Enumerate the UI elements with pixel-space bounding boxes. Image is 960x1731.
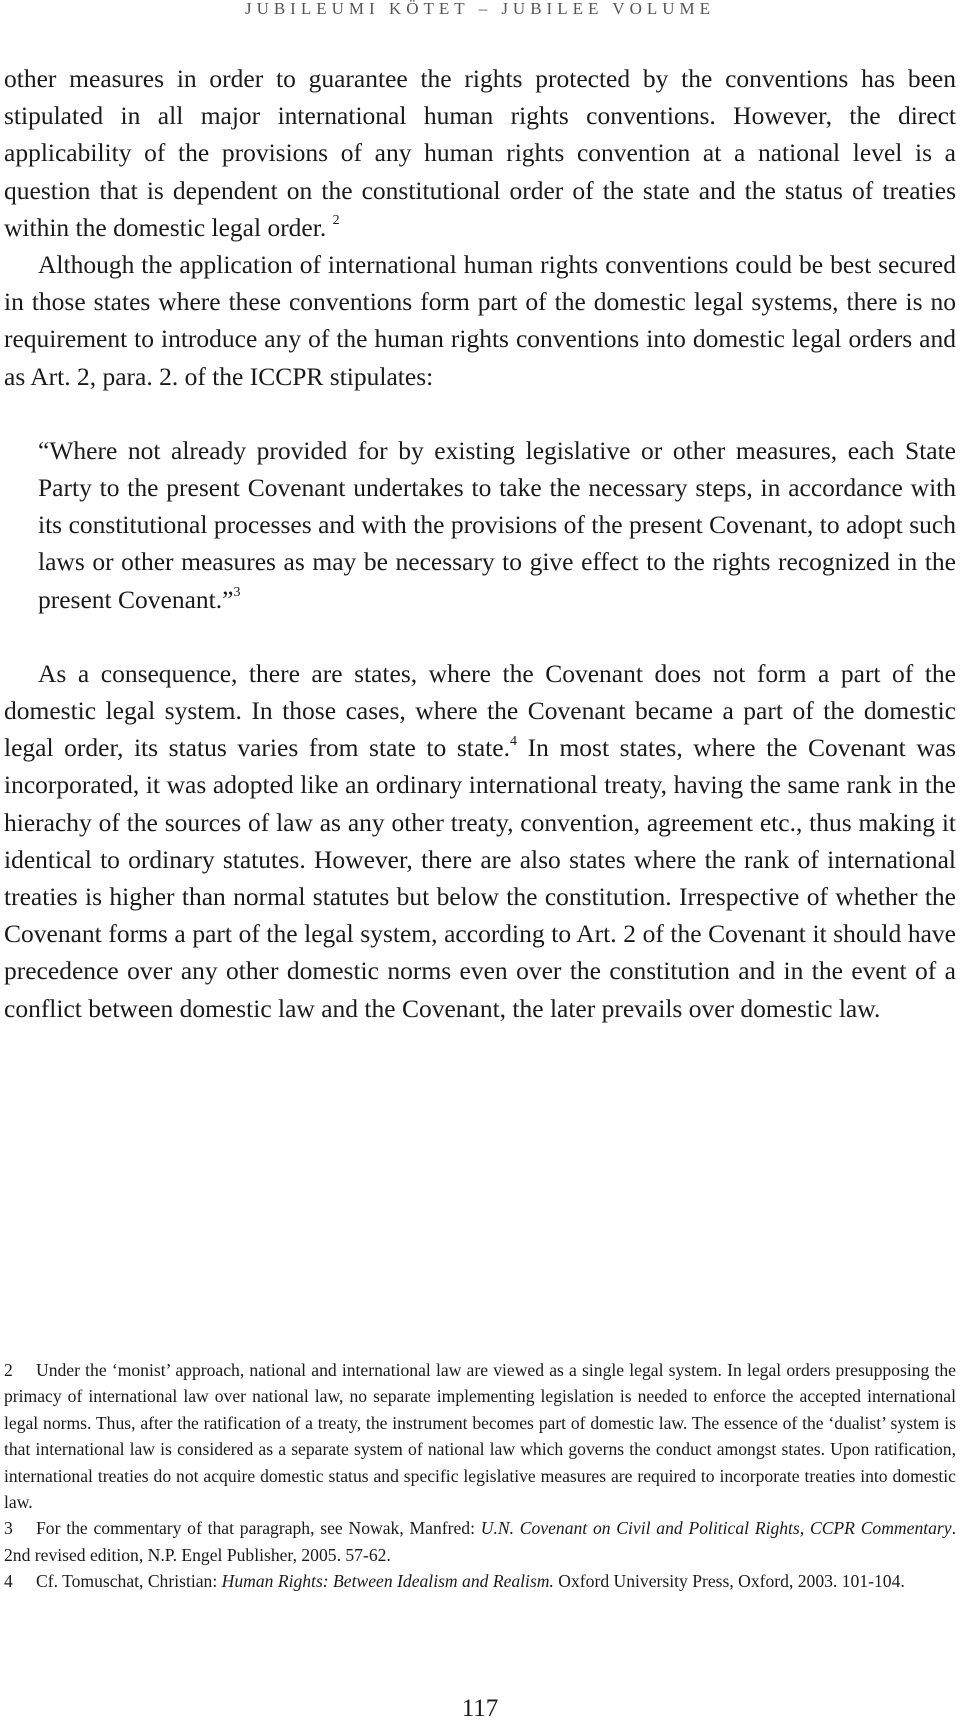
paragraph-3-text-a: As a consequence, there are states, where the Covenant does not form a part of the domestic legal system. In those cases, where the Covenant became a part of the domestic legal order, its status varies from state to state. bbox=[4, 658, 956, 763]
footnote-2-number: 2 bbox=[4, 1360, 13, 1380]
main-text bbox=[4, 60, 956, 1027]
footnote-4-text-pre: Cf. Tomuschat, Christian: bbox=[36, 1571, 222, 1592]
footnote-3-number: 3 bbox=[4, 1518, 13, 1539]
footnote-ref-2[interactable]: 2 bbox=[332, 213, 340, 229]
paragraph-3-text-b: In most states, where the Covenant was incorporated, it was adopted like an ordinary international treaty, having the same rank in the hierachy of the sources of law as any other treaty, convention, agreement etc., thus making it identical to ordinary statutes. However, there are also states where the rank of international treaties is higher than normal statutes but below the constitution. Irrespective of whether the Covenant forms a part of the legal system, according to Art. 2 of the Covenant it should have precedence over any other domestic norms even over the constitution and in the event of a conflict between domestic law and the Covenant, the later prevails over domestic law. bbox=[4, 733, 956, 1023]
footnote-3-title: U.N. Covenant on Civil and Political Rights, CCPR Commentary bbox=[480, 1518, 952, 1539]
footnote-3-text-pre: For the commentary of that paragraph, see Nowak, Manfred: bbox=[36, 1518, 481, 1539]
page-number: 117 bbox=[461, 1695, 499, 1722]
footnote-3 bbox=[4, 1515, 956, 1568]
footnote-2 bbox=[4, 1357, 956, 1515]
footnote-2-text: Under the ‘monist’ approach, national and international law are viewed as a single legal system. In legal orders presupposing the primacy of international law over national law, no separate implementing legislation is needed to enforce the accepted international legal norms. Thus, after the ratification of a treaty, the instrument becomes part of domestic law. The essence of the ‘dualist’ system is that international law is considered as a separate system of national law which governs the conduct amongst states. Upon ratification, international treaties do not acquire domestic status and specific legislative measures are required to incorporate treaties into domestic law. bbox=[4, 1360, 956, 1513]
footnote-4-title: Human Rights: Between Idealism and Realism. bbox=[221, 1571, 554, 1592]
running-head: JUBILEUMI KÖTET – JUBILEE VOLUME bbox=[244, 0, 716, 18]
footnote-ref-4[interactable]: 4 bbox=[509, 733, 517, 749]
block-quote-text: “Where not already provided for by existing legislative or other measures, each State Party to the present Covenant undertakes to take the necessary steps, in accordance with its constitutional processes and with the provisions of the present Covenant, to adopt such laws or other measures as may be necessary to give effect to the rights recognized in the present Covenant.” bbox=[38, 435, 956, 614]
footnote-4 bbox=[4, 1568, 956, 1594]
paragraph-1-text: other measures in order to guarantee the rights protected by the conventions has been stipulated in all major international human rights conventions. However, the direct applicability of the provisions of any human rights convention at a national level is a question that is dependent on the constitutional order of the state and the status of treaties within the domestic legal order. bbox=[4, 64, 956, 242]
footnote-4-number: 4 bbox=[4, 1571, 13, 1592]
footnote-3-text-post: . 2nd revised edition, N.P. Engel Publisher, 2005. 57-62. bbox=[4, 1518, 956, 1565]
block-quote bbox=[38, 432, 956, 618]
paragraph-1 bbox=[4, 60, 956, 246]
paragraph-2: Although the application of international human rights conventions could be best secured in those states where these conventions form part of the domestic legal systems, there is no requirement to introduce any of the human rights conventions into domestic legal orders and as Art. 2, para. 2. of the ICCPR stipulates: bbox=[4, 250, 956, 391]
footnotes bbox=[4, 1357, 956, 1595]
footnote-ref-3[interactable]: 3 bbox=[233, 585, 241, 601]
paragraph-3 bbox=[4, 655, 956, 1027]
footnote-4-text-post: Oxford University Press, Oxford, 2003. 101-104. bbox=[553, 1571, 905, 1592]
